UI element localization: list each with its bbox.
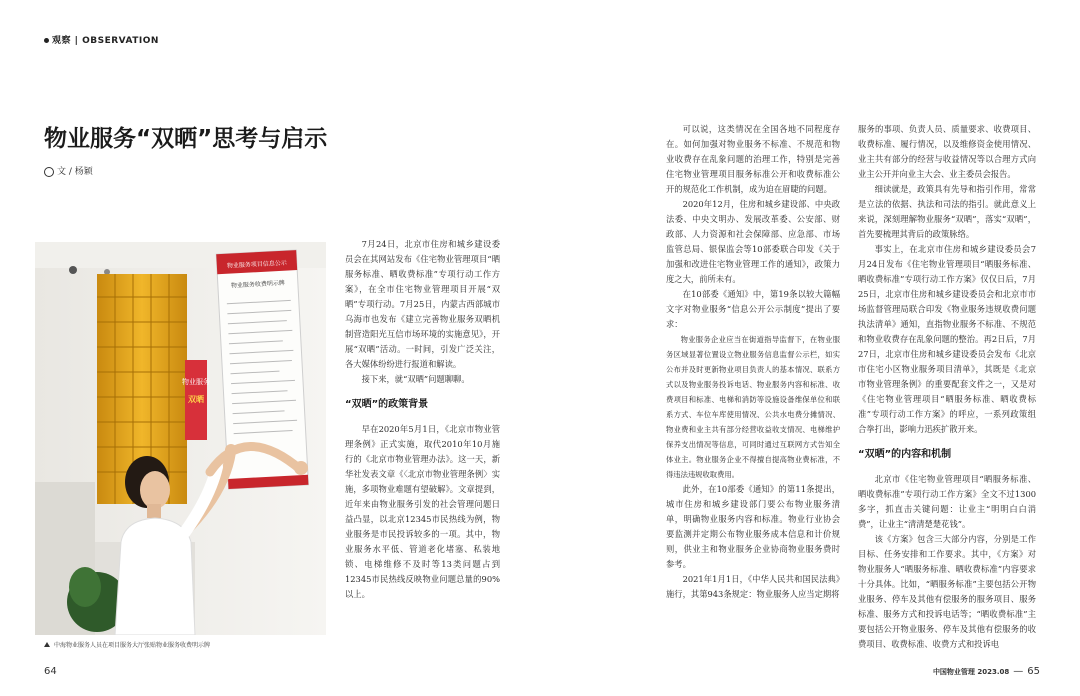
paragraph: 细读就是，政策具有先导和指引作用，常常是立法的依据、执法和司法的指引。就此意义上来说，深刻理解物业服务“双晒”，落实“双晒”，首先要梳理其背后的政策脉络。 bbox=[858, 184, 1036, 239]
footer-dash: — bbox=[1013, 666, 1024, 677]
paragraph: 北京市《住宅物业管理项目“晒服务标准、晒收费标准”专项行动工作方案》全文不过1300多字，抓直击关键问题：让业主“明明白白消费”，让业主“清清楚楚花钱”。 bbox=[858, 474, 1036, 529]
bullet-icon bbox=[44, 38, 49, 43]
poster-header: 物业服务项目信息公示 bbox=[226, 259, 288, 270]
caption-triangle-icon bbox=[44, 642, 50, 647]
section-heading: “双晒”的政策背景 bbox=[345, 399, 429, 410]
section-cn: 观察 bbox=[52, 36, 72, 46]
side-sign-text2: 双晒 bbox=[188, 395, 204, 404]
footer-right bbox=[933, 666, 1040, 677]
section-separator: | bbox=[74, 36, 79, 46]
side-sign-text: 物业服务 bbox=[182, 378, 210, 386]
author-line bbox=[44, 164, 93, 177]
caption-text: 中海物业服务人员在项目服务大厅张贴物业服务收费明示牌 bbox=[54, 642, 211, 649]
author-name: 文 / 杨颖 bbox=[57, 167, 93, 177]
paragraph: 7月24日，北京市住房和城乡建设委员会在其网站发布《住宅物业管理项目“晒服务标准、晒收费标准”专项行动工作方案》，在全市住宅物业管理项目开展“双晒”专项行动。7月25日，内蒙古西部城市乌海市也发布《建立完善物业服务双晒机制营造阳光互信市场环境的实施意见》，开展“双晒”活动。一时间，引发广泛关注，各大媒体纷纷进行报道和解读。 bbox=[345, 239, 500, 369]
paragraph: 服务的事项、负责人员、质量要求、收费项目、收费标准、履行情况，以及维修资金使用情况、业主共有部分的经营与收益情况等以合理方式向业主公开并向业主大会、业主委员会报告。 bbox=[858, 124, 1036, 179]
paragraph: 事实上，在北京市住房和城乡建设委员会7月24日发布《住宅物业管理项目“晒服务标准、晒收费标准”专项行动工作方案》仅仅日后，7月25日，北京市住房和城乡建设委员会和北京市市场监督管理局联合印发《物业服务违规收费问题执法清单》通知，直指物业服务不标准、不规范和物业收费存在乱象问题的整治。再2日后，7月27日，北京市住房和城乡建设委员会发布《北京市住宅小区物业服务项目清单》，其既是《北京市物业管理条例》的重要配套文件之一，又是对《住宅物业管理项目“晒服务标准、晒收费标准”专项行动工作方案》的呼应，一系列政策组合拳打出，影响力迅疾扩散开来。 bbox=[858, 244, 1036, 434]
section-heading: “双晒”的内容和机制 bbox=[858, 449, 952, 460]
magazine-name: 中国物业管理 2023.08 bbox=[932, 668, 1010, 676]
text-column-3 bbox=[858, 122, 1036, 652]
poster-title: 物业服务收费明示牌 bbox=[230, 279, 286, 290]
author-ring-icon bbox=[44, 167, 54, 177]
section-en: OBSERVATION bbox=[82, 36, 159, 46]
paragraph: 该《方案》包含三大部分内容，分别是工作目标、任务安排和工作要求。其中，《方案》对物业服务人“晒服务标准、晒收费标准”内容要求十分具体。比如，“晒服务标准”主要包括公开物业服务、停车及其他有偿服务的服务项目、服务标准、服务方式和投诉电话等；“晒收费标准”主要包括公开物业服务、停车及其他有偿服务的收费项目、收费标准、收费方式和投诉电 bbox=[858, 534, 1036, 649]
article-title: 物业服务“双晒”思考与启示 bbox=[44, 126, 328, 152]
text-column-2 bbox=[666, 122, 840, 602]
page-number-left: 64 bbox=[44, 666, 57, 677]
text-column-1 bbox=[345, 237, 500, 602]
paragraph: 此外，在10部委《通知》的第11条提出，城市住房和城乡建设部门要公布物业服务清单，明确物业服务内容和标准。物业行业协会要监测并定期公布物业服务成本信息和计价规则，供业主和物业服务企业协商物业服务费时参考。 bbox=[666, 484, 840, 569]
paragraph: 接下来，就“双晒”问题聊聊。 bbox=[361, 374, 470, 384]
paragraph: 2021年1月1日，《中华人民共和国民法典》施行，其第943条规定：物业服务人应当定期将 bbox=[666, 574, 840, 599]
article-photo bbox=[35, 242, 326, 635]
photo-caption bbox=[44, 640, 210, 649]
page-number-right: 65 bbox=[1027, 666, 1040, 677]
section-tag bbox=[44, 33, 159, 46]
quoted-regulation: 物业服务企业应当在街道指导监督下，在物业服务区域显著位置设立物业服务信息监督公示栏，如实公布并及时更新物业项目负责人的基本情况、联系方式以及物业服务投诉电话、物业服务内容和标准、收费项目和标准、电梯和消防等设施设备维保单位和联系方式、车位车库使用情况、公共水电费分摊情况、物业费和业主共有部分经营收益收支情况、电梯维护保养支出情况等信息，可同时通过互联网方式告知全体业主。物业服务企业不得擅自提高物业费标准，不得违法违规收取费用。 bbox=[666, 335, 840, 479]
paragraph: 2020年12月，住房和城乡建设部、中央政法委、中央文明办、发展改革委、公安部、财政部、人力资源和社会保障部、应急部、市场监管总局、银保监会等10部委联合印发《关于加强和改进住宅物业管理工作的通知》，政策力度之大，前所未有。 bbox=[666, 199, 840, 284]
paragraph: 可以说，这类情况在全国各地不同程度存在。如何加强对物业服务不标准、不规范和物业收费存在乱象问题的治理工作，特别是完善住宅物业管理项目服务标准公开和收费标准公开的规范化工作机制，成为迫在眉睫的问题。 bbox=[666, 124, 840, 194]
paragraph: 早在2020年5月1日，《北京市物业管理条例》正式实施，取代2010年10月施行的《北京市物业管理办法》。这一天，新华社发表文章《〈北京市物业管理条例〉实施，多项物业难题有望破解》。文章提到，近年来由物业服务引发的社会管理问题日益凸显，以北京12345市民热线为例，物业服务是市民投诉较多的一项。其中，物业服务水平低、管道老化堵塞、私装地锁、电梯维修不及时等13类问题占到12345市民热线反映物业问题总量的90%以上。 bbox=[345, 424, 500, 599]
paragraph: 在10部委《通知》中，第19条以较大篇幅文字对物业服务“信息公开公示制度”提出了要求： bbox=[666, 289, 840, 329]
